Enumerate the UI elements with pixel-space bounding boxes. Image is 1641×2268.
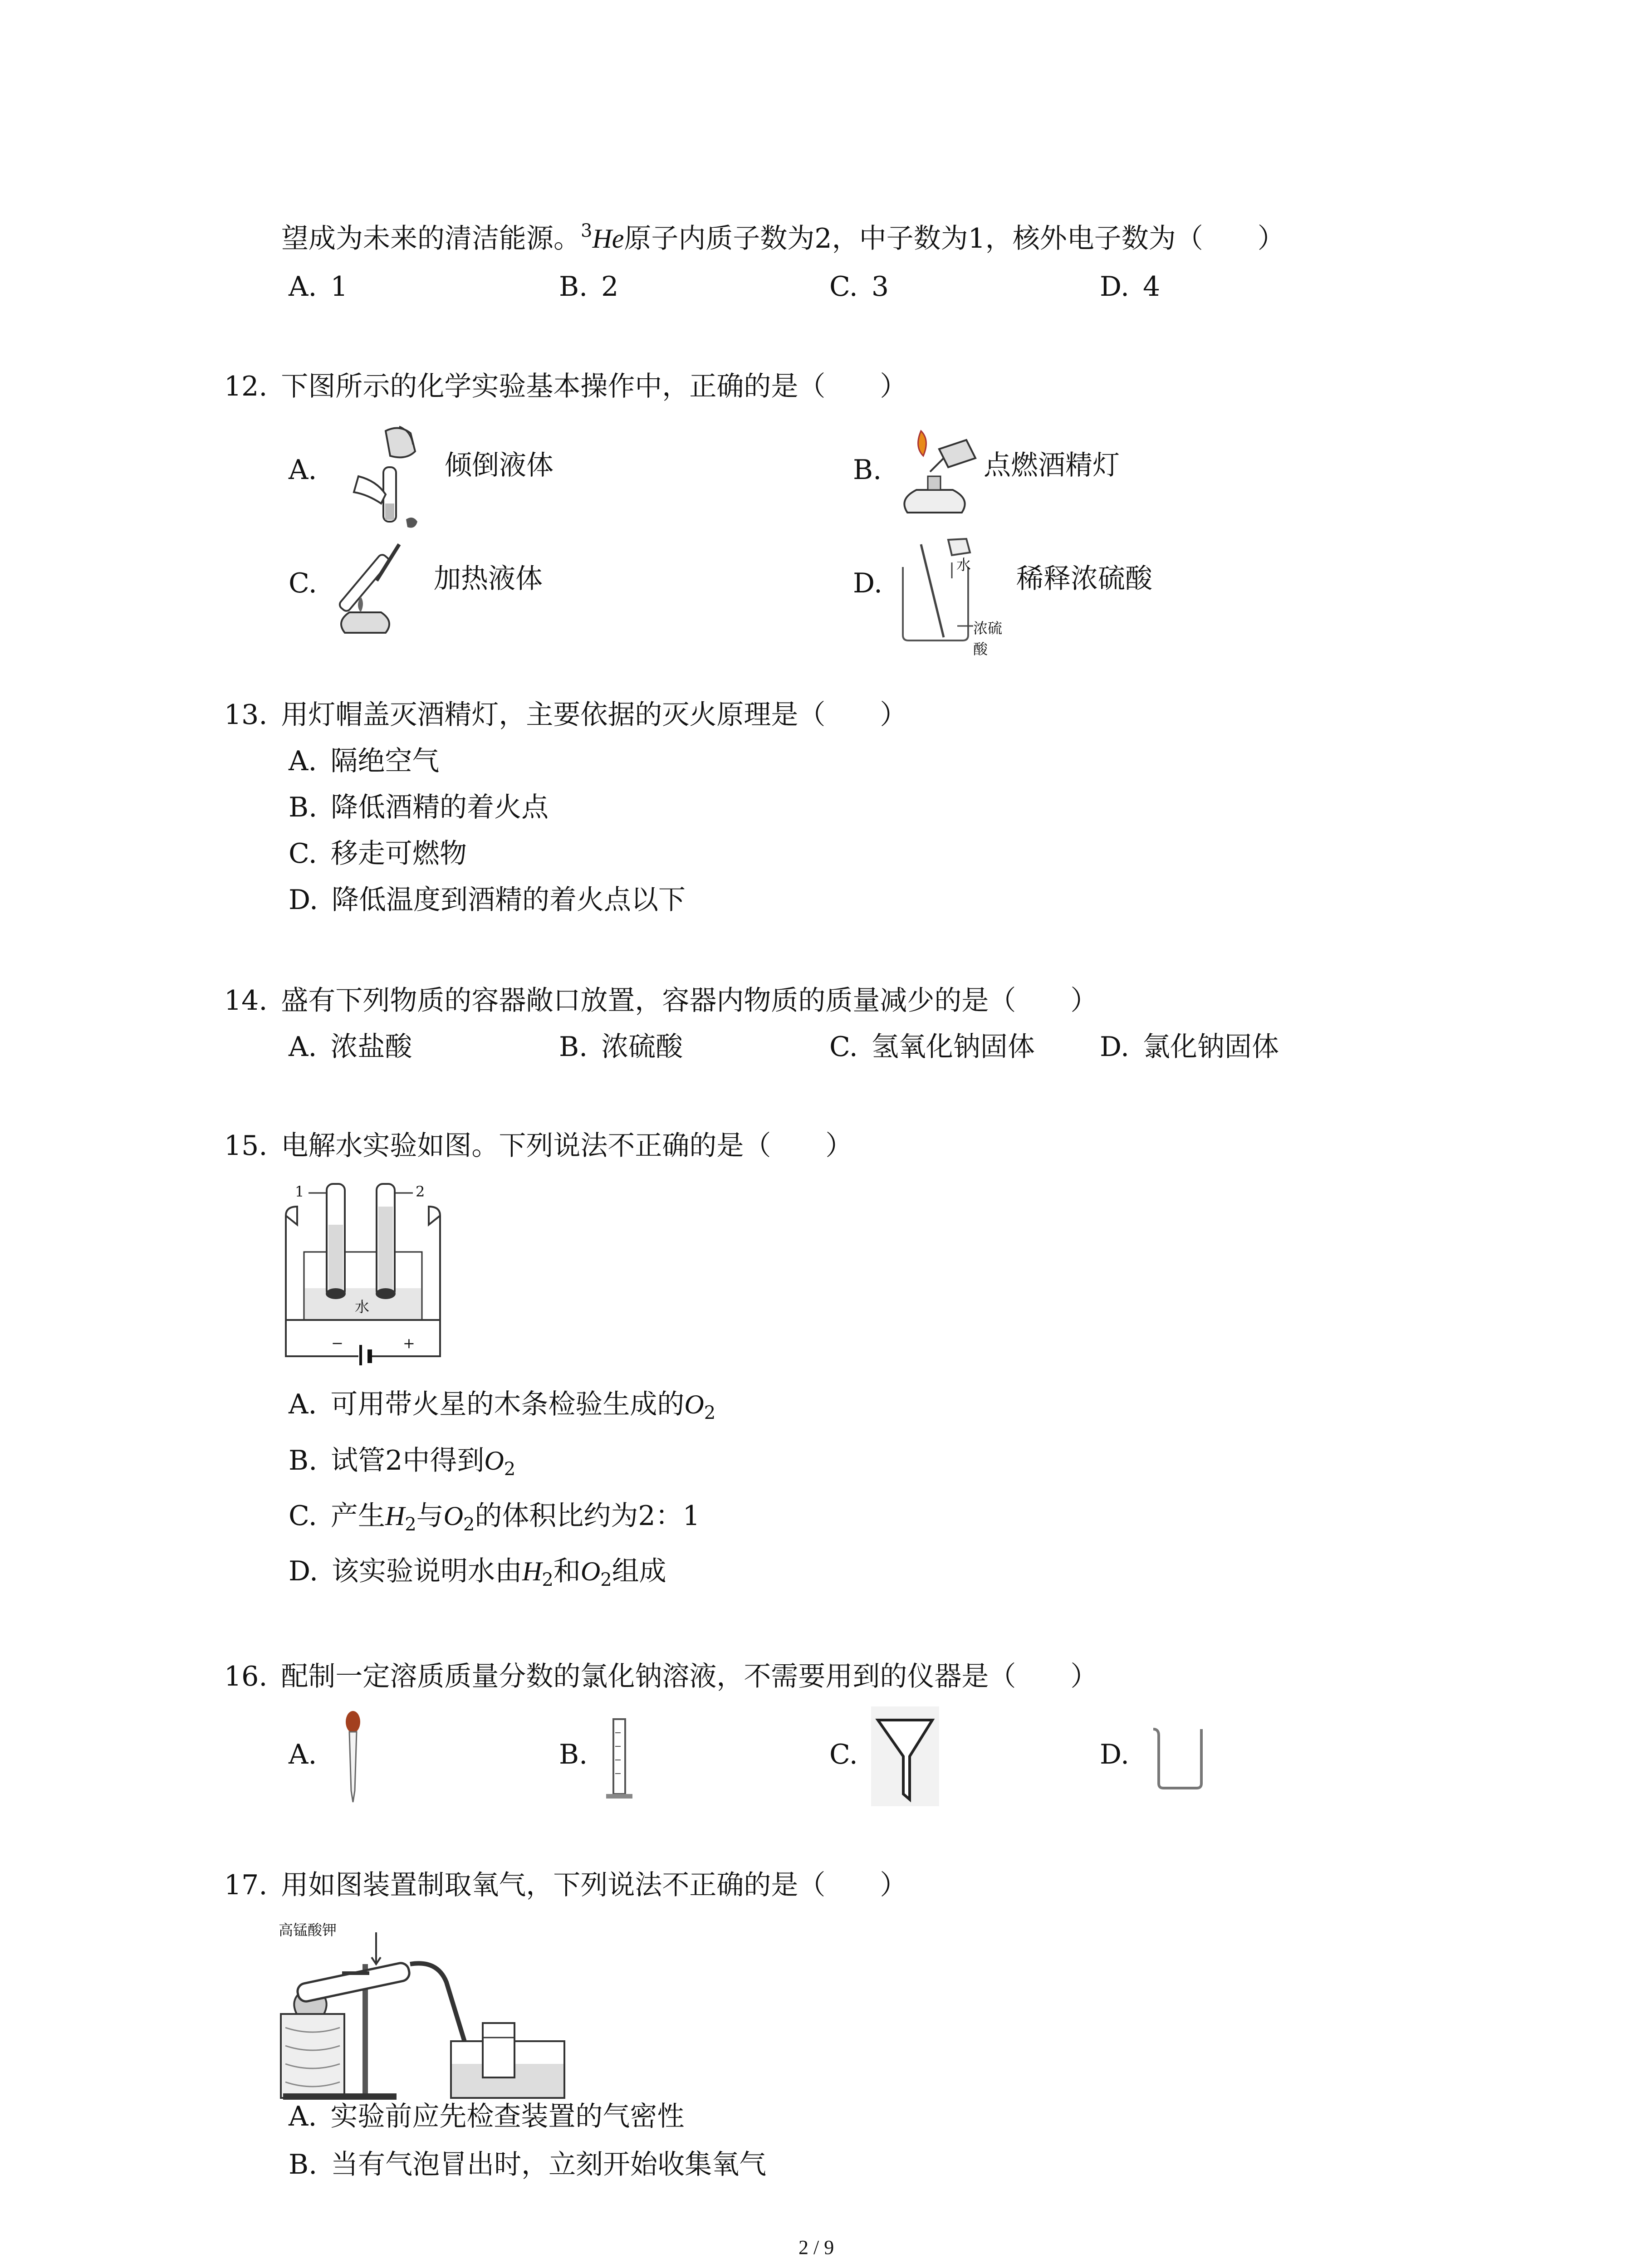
q12-option-b-text: 点燃酒精灯 bbox=[984, 450, 1120, 481]
water-label: 水 bbox=[956, 556, 971, 573]
q12-stem: 12. 下图所示的化学实验基本操作中，正确的是（ ） bbox=[224, 371, 907, 402]
q13-option-b: B. 降低酒精的着火点 bbox=[289, 792, 549, 823]
q15-stem: 15. 电解水实验如图。下列说法不正确的是（ ） bbox=[224, 1130, 853, 1162]
q16-option-b-key: B. bbox=[559, 1739, 588, 1770]
q15-option-d: D. 该实验说明水由$H_2$和$O_2$组成 bbox=[289, 1555, 666, 1590]
q17-option-a: A. 实验前应先检查装置的气密性 bbox=[289, 2101, 685, 2132]
dropper-icon bbox=[339, 1710, 367, 1805]
q14-option-b: B. 浓硫酸 bbox=[559, 1031, 683, 1063]
q12-option-d-text: 稀释浓硫酸 bbox=[1016, 563, 1152, 595]
q12-option-c-text: 加热液体 bbox=[434, 563, 543, 595]
q16-option-a-key: A. bbox=[289, 1739, 317, 1770]
q14-option-a: A. 浓盐酸 bbox=[289, 1031, 412, 1063]
q11-text-b: 原子内质子数为2，中子数为1，核外电子数为（ ） bbox=[624, 223, 1285, 254]
funnel-icon bbox=[871, 1706, 939, 1806]
q12-option-a-key: A. bbox=[289, 454, 317, 486]
q15-option-c: C. 产生$H_2$与$O_2$的体积比约为2：1 bbox=[289, 1500, 700, 1535]
q11-option-a: A. 1 bbox=[289, 271, 348, 303]
q11-symbol: He bbox=[592, 224, 624, 254]
q16-stem: 16. 配制一定溶质质量分数的氯化钠溶液，不需要用到的仪器是（ ） bbox=[224, 1661, 1098, 1692]
beaker-icon bbox=[1148, 1724, 1211, 1792]
q11-option-c: C. 3 bbox=[829, 271, 889, 303]
oxygen-apparatus-diagram bbox=[279, 1919, 587, 2105]
q17-option-b: B. 当有气泡冒出时，立刻开始收集氧气 bbox=[289, 2149, 767, 2180]
water-label: 水 bbox=[355, 1298, 370, 1315]
light-lamp-illustration bbox=[889, 422, 980, 526]
q14-option-d: D. 氯化钠固体 bbox=[1100, 1031, 1279, 1063]
heat-liquid-illustration bbox=[331, 535, 431, 640]
q13-option-d: D. 降低温度到酒精的着火点以下 bbox=[289, 884, 686, 916]
q16-option-c-key: C. bbox=[829, 1739, 858, 1770]
minus-label: − bbox=[331, 1334, 343, 1352]
q11-text-a: 望成为未来的清洁能源。 bbox=[281, 223, 581, 254]
q13-option-c: C. 移走可燃物 bbox=[289, 838, 467, 870]
q14-option-c: C. 氢氧化钠固体 bbox=[829, 1031, 1035, 1063]
page-number: 2 / 9 bbox=[798, 2236, 834, 2258]
q11-stem-line bbox=[281, 222, 1285, 255]
q14-stem: 14. 盛有下列物质的容器敞口放置，容器内物质的质量减少的是（ ） bbox=[224, 985, 1098, 1017]
q12-option-a-text: 倾倒液体 bbox=[445, 450, 554, 481]
q12-option-d-key: D. bbox=[853, 567, 883, 599]
plus-label: + bbox=[403, 1334, 415, 1352]
q15-option-b: B. 试管2中得到$O_2$ bbox=[289, 1445, 516, 1480]
q12-option-b-key: B. bbox=[853, 454, 882, 486]
electrolysis-diagram bbox=[281, 1175, 454, 1365]
acid-label: 浓硫酸 bbox=[973, 620, 1003, 658]
pour-liquid-illustration bbox=[331, 417, 440, 535]
q12-option-c-key: C. bbox=[289, 567, 317, 599]
dilute-acid-illustration bbox=[894, 535, 1012, 658]
kmno4-label: 高锰酸钾 bbox=[279, 1921, 337, 1939]
q16-option-d-key: D. bbox=[1100, 1739, 1130, 1770]
tube2-label: 2 bbox=[416, 1183, 425, 1200]
q13-stem: 13. 用灯帽盖灭酒精灯，主要依据的灭火原理是（ ） bbox=[224, 699, 907, 731]
graduated-cylinder-icon bbox=[603, 1715, 635, 1801]
q11-option-d: D. 4 bbox=[1100, 271, 1161, 303]
q13-option-a: A. 隔绝空气 bbox=[289, 745, 440, 777]
tube1-label: 1 bbox=[295, 1183, 304, 1200]
q17-stem: 17. 用如图装置制取氧气，下列说法不正确的是（ ） bbox=[224, 1869, 907, 1901]
q11-mass-number: 3 bbox=[581, 220, 593, 241]
q15-option-a: A. 可用带火星的木条检验生成的$O_2$ bbox=[289, 1388, 716, 1423]
q11-option-b: B. 2 bbox=[559, 271, 619, 303]
